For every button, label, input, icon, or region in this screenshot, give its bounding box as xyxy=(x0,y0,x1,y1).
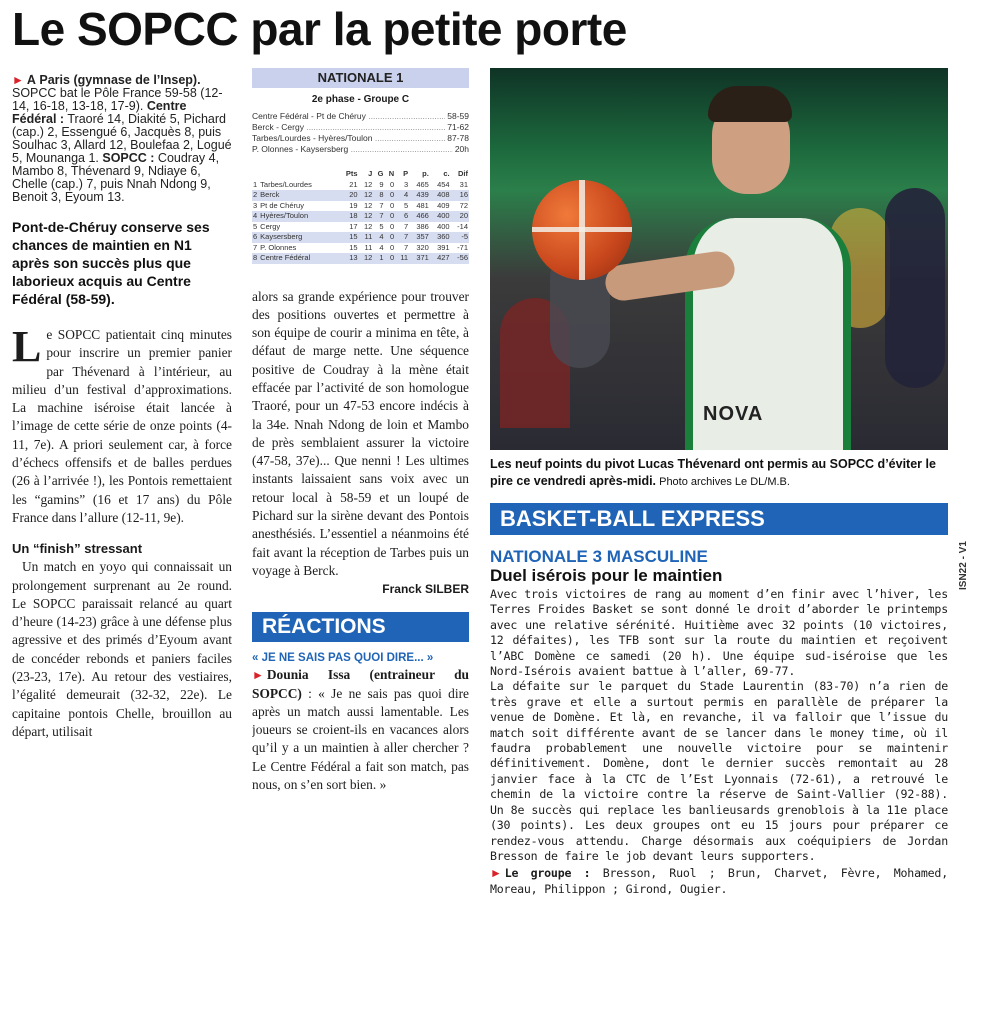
match-score: 58-59 xyxy=(447,111,469,121)
standings-team xyxy=(252,222,339,233)
standings-cell-g: 5 xyxy=(379,221,384,231)
standings-cell-j: 12 xyxy=(359,211,374,222)
standings-team xyxy=(252,211,339,222)
caption-text: Les neuf points du pivot Lucas Thévenard ont permis au SOPCC d’éviter le pire ce vendredi après-midi. xyxy=(490,457,936,488)
column-1 xyxy=(12,74,232,979)
standings-rank: 1 xyxy=(253,179,258,189)
match-teams: Tarbes/Lourdes - Hyères/Toulon ..... xyxy=(252,133,445,144)
standings-row xyxy=(252,232,469,243)
standings-rank: 2 xyxy=(253,190,258,199)
standings-team xyxy=(252,243,339,254)
standings-cell-n: 0 xyxy=(389,179,395,189)
match-results xyxy=(12,74,232,204)
standings-cell-pts: 13 xyxy=(339,253,359,264)
basketball-icon xyxy=(532,180,632,280)
standings-cell-c: 400 xyxy=(437,221,450,231)
results-cf-label: Centre Fédéral : xyxy=(12,99,187,126)
standings-cell-p: 7 xyxy=(403,221,409,231)
standings-team-name: Kaysersberg xyxy=(260,232,303,241)
standings-team xyxy=(252,190,339,201)
match-row xyxy=(252,122,469,133)
standings-cell-dif: -56 xyxy=(451,253,469,264)
dropcap: L xyxy=(12,322,42,371)
standings-cell-p: 4 xyxy=(395,190,409,201)
standings-row xyxy=(252,211,469,222)
chapo: Pont-de-Chéruy conserve ses chances de maintien en N1 après son succès plus que laborieux acquis au Centre Fédéral (58-59). xyxy=(12,219,210,307)
standings-cell-dif: -14 xyxy=(457,221,468,231)
results-sopcc-label: SOPCC : xyxy=(102,151,155,165)
standings-cell-p: 5 xyxy=(403,200,409,210)
standings-cell-c: 427 xyxy=(430,253,451,264)
standings-column-header: c. xyxy=(443,169,450,178)
reactions-band: RÉACTIONS xyxy=(252,612,469,642)
standings-table xyxy=(252,169,469,264)
standings-cell-n: 0 xyxy=(389,221,395,231)
standings-cell-j: 12 xyxy=(359,190,374,201)
standings-column-header: J xyxy=(368,169,373,178)
match-row xyxy=(252,111,469,122)
standings-column-header: Pts xyxy=(345,169,358,178)
express-paragraph-2: La défaite sur le parquet du Stade Laurentin (83-70) n’a rien de très grave et elle a surtout permis en parallèle de préparer la venue de Domène. Et là, en revanche, il va falloir que l’issue du match soit différente avant de se lancer dans le money time, où il faudra probablement une nouvelle victoire pour se maintenir définitivement. Domène, dont le dernier succès remontait au 28 janvier face à la CTC de l’Est Lyonnais (72-61), a retrouvé le chemin de la victoire contre la réserve de Saint-Vallier (92-88). Un 8e succès qui replace les banlieusards grenoblois à la 11e place (30 points). Les deux groupes ont eu 15 jours pour préparer ce rendez-vous attendu. Charge désormais aux coéquipiers de Jordan Bresson de faire le job devant leurs supporters. xyxy=(490,679,948,863)
standings-rank: 7 xyxy=(253,242,258,252)
results-score: SOPCC bat le Pôle France 59-58 (12-14, 16-18, 13-18, 17-9). xyxy=(12,86,223,113)
standings-cell-pts: 21 xyxy=(349,179,358,189)
standings-rank: 6 xyxy=(253,232,258,241)
groupe-players: Bresson, Ruol ; Brun, Charvet, Fèvre, Mohamed, Moreau, Philippon ; Girond, Ougier. xyxy=(490,866,948,896)
standings-cell-p: 7 xyxy=(395,232,409,243)
headline: Le SOPCC par la petite porte xyxy=(12,3,627,55)
photo-caption xyxy=(490,456,948,491)
reactions-text: : « Je ne sais pas quoi dire après un match aussi lamentable. Les joueurs se croient-ils en vacances alors qu’il y a un maintien à aller chercher ? Le Centre Fédéral a fait son match, pas nous, on s’en sort bien. » xyxy=(252,685,469,793)
standings-cell-dif: 72 xyxy=(459,200,468,210)
standings-cell-j: 11 xyxy=(359,232,374,243)
standings-cell-c: 408 xyxy=(430,190,451,201)
match-list xyxy=(252,111,469,155)
arrow-icon: ► xyxy=(490,866,502,881)
standings-cell-n: 0 xyxy=(385,232,396,243)
standings-header: NATIONALE 1 xyxy=(252,68,469,88)
standings-cell-j: 12 xyxy=(363,200,373,210)
standings-cell-pp: 371 xyxy=(409,253,430,264)
reactions-quote xyxy=(252,666,469,794)
standings-column-header: Dif xyxy=(458,169,468,178)
standings-subheader: 2e phase - Groupe C xyxy=(311,94,410,105)
standings-cell-g: 4 xyxy=(373,232,384,243)
player-hair xyxy=(708,86,792,122)
standings-cell-p: 6 xyxy=(395,211,409,222)
author-signature: Franck SILBER xyxy=(382,582,469,597)
page-code: ISN22 - V1 xyxy=(958,541,969,590)
standings-cell-g: 9 xyxy=(379,179,384,189)
standings-head-row xyxy=(252,169,469,180)
results-sopcc-players: Coudray 4, Mambo 8, Thévenard 9, Ndiaye 6, Chelle (cap.) 7, puis Nnah Ndong 9, Benoit 3, Eyoum 13. xyxy=(12,151,220,204)
match-teams: P. Olonnes - Kaysersberg ..... xyxy=(252,144,453,155)
standings-team-name: Berck xyxy=(260,190,280,199)
standings-column-header xyxy=(252,169,339,180)
standings-cell-j: 12 xyxy=(363,179,373,189)
reactions-kicker: « JE NE SAIS PAS QUOI DIRE... » xyxy=(252,652,434,665)
match-score: 87-78 xyxy=(447,133,469,143)
basketball-photo xyxy=(490,68,948,450)
column-3 xyxy=(490,68,948,983)
standings-rank: 4 xyxy=(253,211,258,220)
standings-team-name: Pt de Chéruy xyxy=(260,200,304,210)
standings-cell-g: 7 xyxy=(379,200,384,210)
paragraph-1-text: e SOPCC patientait cinq minutes pour inscrire un premier panier par Thévenard à l’intérieur, au milieu d’un festival d’approximations. La machine iséroise était lancée à l’image de cette série de onze points (4-11, 7e). A priori seulement car, à force d’échecs offensifs et de balles perdues (26 à l’arrivée !), les Pontois remettaient les “gamins” (16 et 17 ans) du Pôle France dans l’allure (12-11, 9e). xyxy=(12,327,232,525)
standings-cell-j: 11 xyxy=(364,242,373,252)
standings-team-name: Cergy xyxy=(260,221,281,231)
standings-cell-pp: 481 xyxy=(416,200,429,210)
standings-cell-n: 0 xyxy=(389,242,395,252)
standings-team xyxy=(252,180,339,191)
standings-row xyxy=(252,190,469,201)
standings-cell-j: 12 xyxy=(363,221,373,231)
standings-cell-pp: 466 xyxy=(409,211,430,222)
standings-row xyxy=(252,201,469,212)
match-row xyxy=(252,133,469,144)
standings-team-name: Tarbes/Lourdes xyxy=(260,179,312,189)
standings-team xyxy=(252,201,339,212)
standings-cell-dif: -71 xyxy=(457,242,468,252)
standings-cell-pts: 15 xyxy=(339,232,359,243)
standings-cell-pts: 17 xyxy=(349,221,358,231)
standings-row xyxy=(252,180,469,191)
match-teams: Centre Fédéral - Pt de Chéruy ..... xyxy=(252,111,445,122)
standings-cell-pts: 19 xyxy=(349,200,358,210)
subheading: Un “finish” stressant xyxy=(12,541,143,557)
jersey-text: NOVA xyxy=(703,403,764,425)
arrow-icon: ► xyxy=(12,74,24,87)
standings-rank: 5 xyxy=(253,221,258,231)
standings-cell-pts: 20 xyxy=(339,190,359,201)
standings-cell-pp: 386 xyxy=(416,221,429,231)
standings-cell-dif: -5 xyxy=(451,232,469,243)
standings-cell-pp: 320 xyxy=(416,242,429,252)
standings-cell-p: 11 xyxy=(395,253,409,264)
standings-row xyxy=(252,253,469,264)
express-band: BASKET-BALL EXPRESS xyxy=(490,503,948,535)
arrow-icon: ► xyxy=(252,668,264,683)
article-paragraph-2: Un match en yoyo qui connaissait un prolongement surprenant au 2e round. Le SOPCC paraissait relancé au quart d’heure (14-23) grâce à une défense plus agressive et des primés d’Eyoum avant de concéder rebonds et paniers faciles (23-23, 17e). Au retour des vestiaires, l’égalité demeurait (32-32, 22e). Le capitaine pontois Chelle, brouillon au départ, utilisait xyxy=(12,559,232,739)
standings-cell-g: 1 xyxy=(373,253,384,264)
column-2 xyxy=(252,68,469,983)
reactions-speaker: Dounia Issa (entraineur du SOPCC) xyxy=(252,667,469,701)
standings-cell-pp: 357 xyxy=(409,232,430,243)
standings-team xyxy=(252,253,339,264)
standings-team xyxy=(252,232,339,243)
standings-cell-g: 7 xyxy=(373,211,384,222)
standings-cell-pts: 18 xyxy=(339,211,359,222)
match-score: 20h xyxy=(454,144,469,154)
match-score: 71-62 xyxy=(447,122,469,132)
standings-cell-dif: 20 xyxy=(451,211,469,222)
standings-cell-p: 7 xyxy=(403,242,409,252)
results-cf-players: Traoré 14, Diakité 5, Pichard (cap.) 2, Essengué 6, Jacquès 8, puis Soulhac 3, Allard 12, Boulefaa 2, Logué 5, Mounanga 1. xyxy=(12,112,232,165)
standings-cell-p: 3 xyxy=(403,179,409,189)
standings-cell-c: 391 xyxy=(437,242,450,252)
standings-cell-g: 8 xyxy=(373,190,384,201)
standings-column-header: N xyxy=(388,169,395,178)
standings-cell-c: 409 xyxy=(437,200,450,210)
standings-cell-pp: 439 xyxy=(409,190,430,201)
article-paragraph-1 xyxy=(12,322,232,527)
standings-cell-c: 454 xyxy=(437,179,450,189)
standings-cell-c: 360 xyxy=(430,232,451,243)
standings-team-name: Centre Fédéral xyxy=(260,253,311,262)
express-groupe xyxy=(490,866,948,897)
standings-column-header: P xyxy=(403,169,409,178)
results-venue: À Paris (gymnase de l’Insep). xyxy=(26,74,201,87)
standings-cell-n: 0 xyxy=(385,253,396,264)
standings-team-name: P. Olonnes xyxy=(260,242,297,252)
standings-rank: 8 xyxy=(253,253,258,262)
express-paragraph-1: Avec trois victoires de rang au moment d’en finir avec l’hiver, les Terres Froides Basket se sont donné le droit d’aborder le printemps avec une relative sérénité. Huitième avec 32 points (10 victoires, 12 défaites), les TFB sont sur la route du maintien et reçoivent l’ABC Domène ce samedi (20 h). Une équipe sud-iséroise que les Nord-Isérois avaient battue à l’aller, 69-77. xyxy=(490,587,948,679)
standings-cell-pp: 465 xyxy=(416,179,429,189)
standings-team-name: Hyères/Toulon xyxy=(260,211,309,220)
standings-cell-dif: 31 xyxy=(459,179,468,189)
standings-cell-g: 4 xyxy=(379,242,384,252)
standings-cell-j: 12 xyxy=(359,253,374,264)
match-teams: Berck - Cergy ..... xyxy=(252,122,445,133)
standings-row xyxy=(252,243,469,254)
standings-cell-n: 0 xyxy=(385,211,396,222)
standings-row xyxy=(252,222,469,233)
match-row xyxy=(252,144,469,155)
express-kicker: NATIONALE 3 MASCULINE xyxy=(490,547,708,566)
article-paragraph-3: alors sa grande expérience pour trouver des positions ouvertes et permettre à son équipe de courir a minima en tête, à défaut de marge nette. Une séquence positive de Coudray à la mène était effacée par l’activité de son homologue Traoré, pour un 47-53 encore indécis à la 34e. Nnah Ndong de loin et Mambo de près semblaient assurer la victoire (47-58, 37e)... Que nenni ! Les ultimes instants laissaient sans voix avec un retour local à 58-59 et un loupé de Pichard sur la sirène devant des Pontois anesthésiés. L’essentiel a néanmoins été fait avant la réception de Tarbes puis un voyage à Berck. xyxy=(252,288,469,578)
crowd-figure xyxy=(885,188,945,388)
standings-cell-c: 400 xyxy=(430,211,451,222)
standings-column-header: G xyxy=(377,169,384,178)
caption-credit: Photo archives Le DL/M.B. xyxy=(656,476,790,488)
standings-cell-n: 0 xyxy=(389,200,395,210)
standings-cell-pts: 15 xyxy=(349,242,358,252)
express-title: Duel isérois pour le maintien xyxy=(490,566,723,585)
standings-rank: 3 xyxy=(253,200,258,210)
standings-cell-dif: 16 xyxy=(451,190,469,201)
groupe-label: Le groupe : xyxy=(504,866,591,881)
standings-column-header: p. xyxy=(422,169,429,178)
standings-cell-n: 0 xyxy=(385,190,396,201)
